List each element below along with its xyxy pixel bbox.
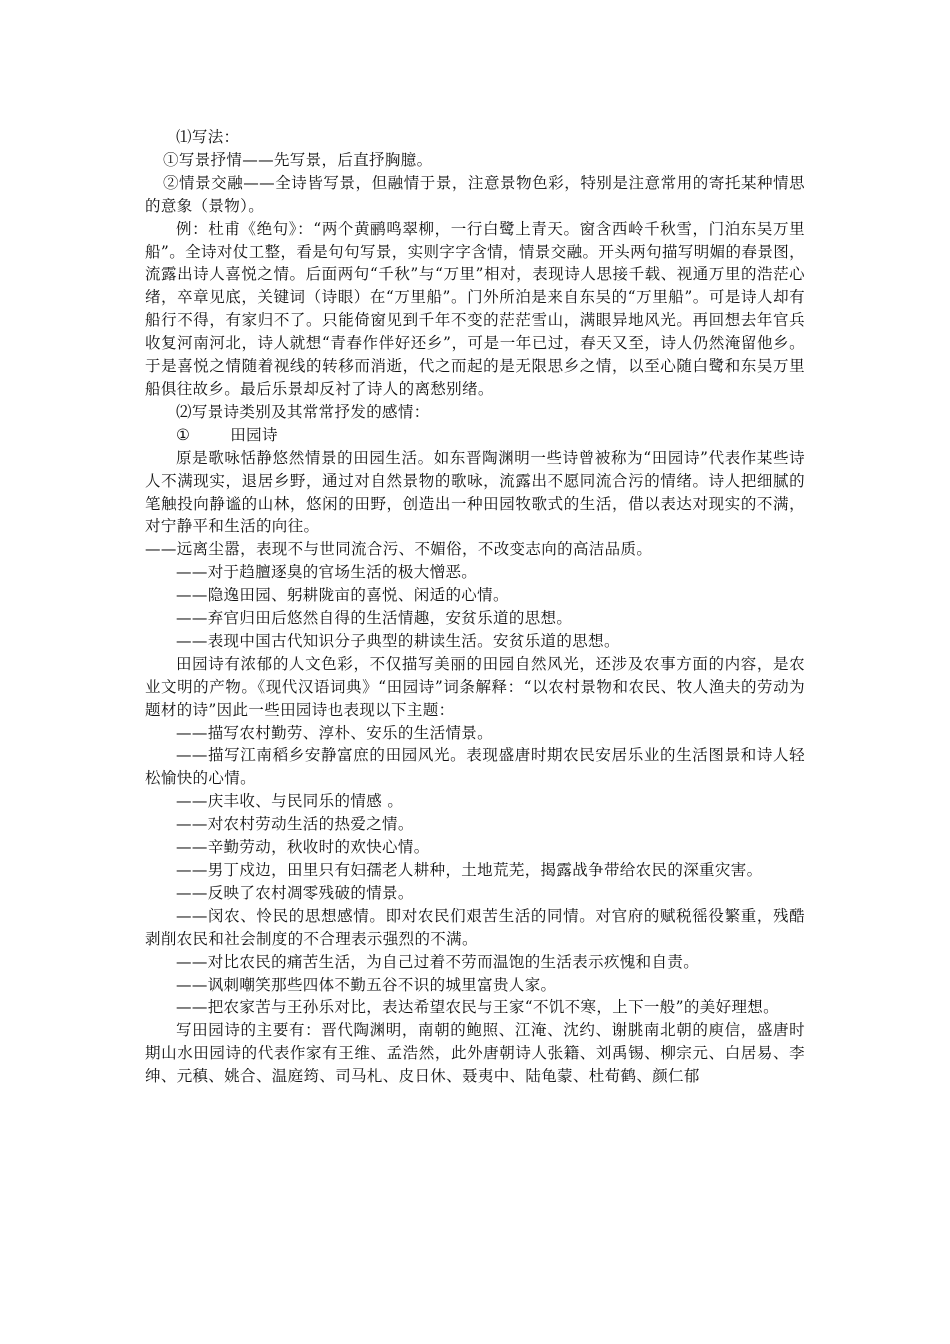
example-paragraph: 例：杜甫《绝句》：“两个黄鹂鸣翠柳，一行白鹭上青天。窗含西岭千秋雪，门泊东吴万里船”。全诗对仗工整，看是句句写景，实则字字含情，情景交融。开头两句描写明媚的春景图，流露出诗人喜悦之情。后面两句“千秋”与“万里”相对，表现诗人思接千载、视通万里的浩茫心绪，卒章见底，关键词（诗眼）在“万里船”。门外所泊是来自东吴的“万里船”。可是诗人却有船行不得，有家归不了。只能倚窗见到千年不变的茫茫雪山，满眼异地风光。再回想去年官兵收复河南河北，诗人就想“青春作伴好还乡”，可是一年已过，春天又至，诗人仍然淹留他乡。于是喜悦之情随着视线的转移而消逝，代之而起的是无限思乡之情，以至心随白鹭和东吴万里船俱往故乡。最后乐景却反衬了诗人的离愁别绪。 (145, 219, 805, 398)
poets-paragraph: 写田园诗的主要有：晋代陶渊明，南朝的鲍照、江淹、沈约、谢朓南北朝的庾信，盛唐时期山水田园诗的代表作家有王维、孟浩然，此外唐朝诗人张籍、刘禹锡、柳宗元、白居易、李绅、元稹、姚合、温庭筠、司马札、皮日休、聂夷中、陆龟蒙、杜荀鹤、颜仁郁 (145, 1021, 805, 1086)
theme-line: ——描写江南稻乡安静富庶的田园风光。表现盛唐时期农民安居乐业的生活图景和诗人轻松愉快的心情。 (145, 746, 805, 788)
pastoral-intro-paragraph: 原是歌咏恬静悠然情景的田园生活。如东晋陶渊明一些诗曾被称为“田园诗”代表作某些诗人不满现实，退居乡野，通过对自然景物的歌咏，流露出不愿同流合污的情绪。诗人把细腻的笔触投向静谧的山林，悠闲的田野，创造出一种田园牧歌式的生活，借以表达对现实的不满，对宁静平和生活的向往。 (145, 448, 805, 536)
method2-paragraph: ②情景交融——全诗皆写景，但融情于景，注意景物色彩，特别是注意常用的寄托某种情思的意象（景物）。 (145, 173, 805, 215)
theme-line: ——对比农民的痛苦生活，为自己过着不劳而温饱的生活表示疚愧和自责。 (176, 952, 700, 971)
theme-flush-line: ——远离尘嚣，表现不与世同流合污、不媚俗，不改变志向的高洁品质。 (145, 540, 653, 559)
item1-title: 田园诗 (230, 425, 278, 444)
theme-line: ——把农家苦与王孙乐对比，表达希望农民与王家“不饥不寒，上下一般”的美好理想。 (176, 998, 780, 1017)
theme-line: ——男丁戍边，田里只有妇孺老人耕种，土地荒芜，揭露战争带给农民的深重灾害。 (176, 861, 763, 879)
theme-line: ——辛勤劳动，秋收时的欢快心情。 (176, 838, 430, 857)
theme-line: ——描写农村勤劳、淳朴、安乐的生活情景。 (176, 723, 494, 742)
theme-line: ——闵农、怜民的思想感情。即对农民们艰苦生活的同情。对官府的赋税徭役繁重，残酷剥削农民和社会制度的不合理表示强烈的不满。 (145, 906, 805, 948)
theme-line: ——对于趋膻逐臭的官场生活的极大憎恶。 (176, 563, 478, 582)
section2-heading: ⑵写景诗类别及其常常抒发的感情： (176, 402, 430, 421)
theme-line: ——隐逸田园、躬耕陇亩的喜悦、闲适的心情。 (176, 586, 509, 605)
section1-heading: ⑴写法： (176, 128, 240, 146)
pastoral-culture-paragraph: 田园诗有浓郁的人文色彩，不仅描写美丽的田园自然风光，还涉及农事方面的内容，是农业文明的产物。《现代汉语词典》“田园诗”词条解释：“以农村景物和农民、牧人渔夫的劳动为题材的诗”因此一些田园诗也表现以下主题： (145, 654, 805, 719)
theme-line: ——表现中国古代知识分子典型的耕读生活。安贫乐道的思想。 (176, 631, 620, 650)
item1-heading (145, 424, 805, 447)
theme-line: ——弃官归田后悠然自得的生活情趣，安贫乐道的思想。 (176, 609, 573, 628)
theme-line: ——庆丰收、与民同乐的情感 。 (176, 792, 404, 811)
theme-line: ——讽刺嘲笑那些四体不勤五谷不识的城里富贵人家。 (176, 975, 557, 994)
document-body (145, 126, 805, 1088)
theme-line: ——反映了农村凋零残破的情景。 (176, 883, 414, 902)
method1-paragraph: ①写景抒情——先写景，后直抒胸臆。 (163, 150, 433, 169)
item1-marker: ① (176, 425, 191, 444)
theme-line: ——对农村劳动生活的热爱之情。 (176, 815, 414, 834)
